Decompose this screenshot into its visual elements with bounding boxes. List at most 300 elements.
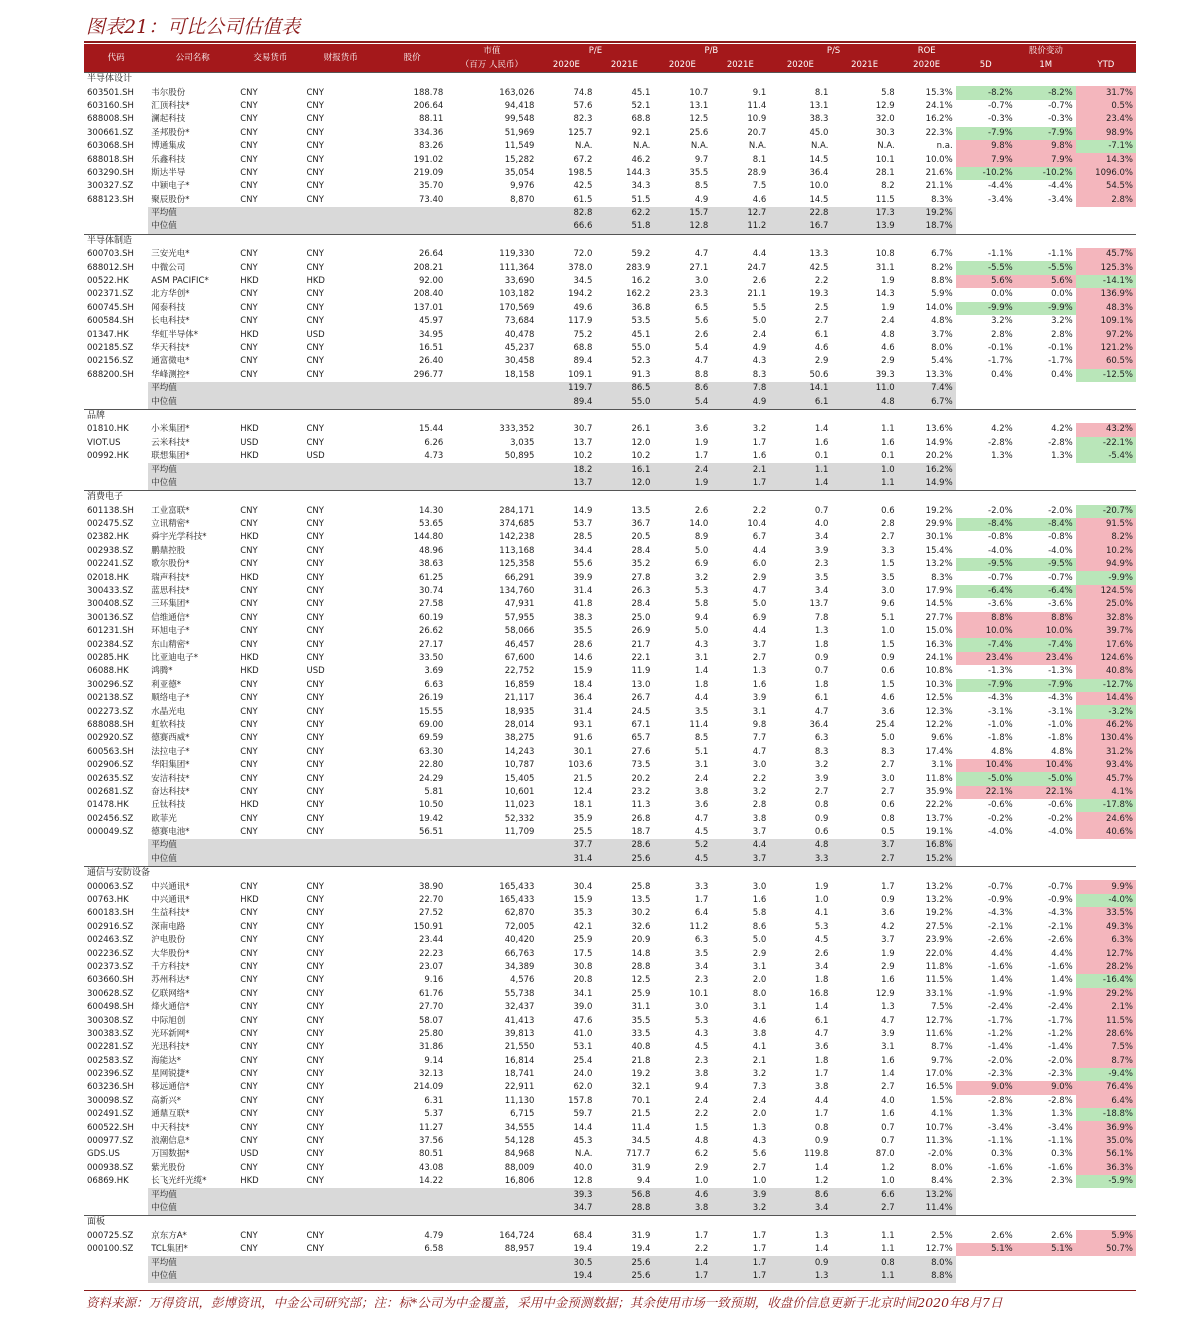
table-cell: -0.7% <box>1048 881 1073 892</box>
table-cell: CNY <box>240 127 258 138</box>
table-cell: CNY <box>306 961 324 972</box>
table-cell: 4.8 <box>881 329 895 340</box>
table-cell: 中颖电子* <box>151 181 190 192</box>
table-cell: USD <box>306 329 325 340</box>
table-cell: -5.9% <box>1076 1175 1136 1188</box>
table-cell: 1.7 <box>814 1069 829 1080</box>
table-cell: 10.7% <box>925 1122 953 1133</box>
table-cell: 4.5 <box>814 935 829 946</box>
table-row <box>84 1068 1136 1081</box>
table-cell: -12.7% <box>1076 679 1136 692</box>
table-cell: 3.8 <box>752 813 767 824</box>
table-cell: 32.0 <box>875 114 895 125</box>
summary-cell: 28.8 <box>595 1202 653 1216</box>
table-cell: CNY <box>240 1095 258 1106</box>
table-cell: CNY <box>240 1162 258 1173</box>
table-cell: CNY <box>240 988 258 999</box>
table-cell: 5.6% <box>956 275 1016 288</box>
table-row <box>84 369 1136 382</box>
table-cell: 2.3% <box>991 1176 1013 1187</box>
table-cell: 603068.SH <box>87 141 134 152</box>
table-cell: 21.6% <box>925 167 953 178</box>
table-cell: -5.4% <box>1076 450 1136 463</box>
table-cell: 99,548 <box>504 114 535 125</box>
group-title: 消费电子 <box>84 491 1136 505</box>
table-cell: 12.2% <box>925 719 953 730</box>
table-cell: 6.26 <box>424 437 444 448</box>
table-cell: 0.9 <box>814 813 829 824</box>
blank-cell <box>956 207 1016 220</box>
table-cell: 164,724 <box>499 1230 535 1241</box>
table-row <box>84 302 1136 315</box>
blank-cell <box>956 382 1016 395</box>
table-cell: 6.7 <box>752 532 767 543</box>
table-cell: 0.6 <box>881 666 895 677</box>
table-cell: 603660.SH <box>87 975 134 986</box>
table-cell: 奋达科技* <box>151 786 190 797</box>
table-cell: 0.5% <box>1076 100 1136 113</box>
table-cell: 39.9 <box>573 572 593 583</box>
table-row <box>84 100 1136 113</box>
table-cell: 4.8% <box>1051 746 1073 757</box>
table-row <box>84 934 1136 947</box>
table-cell: 16.5% <box>925 1082 953 1093</box>
table-cell: 3,035 <box>510 437 535 448</box>
table-cell: 8.4% <box>931 1176 953 1187</box>
table-cell: 26.3 <box>631 586 651 597</box>
median-label: 中位值 <box>148 1270 237 1283</box>
table-cell: 19.42 <box>418 813 444 824</box>
table-cell: 3.6 <box>694 800 709 811</box>
table-cell: 1.9 <box>694 437 709 448</box>
table-cell: CNY <box>306 746 324 757</box>
table-cell: 1.6 <box>752 451 767 462</box>
table-cell: 22.23 <box>418 948 444 959</box>
table-cell: CNY <box>306 519 324 530</box>
blank-cell <box>84 382 148 395</box>
table-cell: 33.5% <box>1076 907 1136 920</box>
summary-empty <box>378 477 446 491</box>
table-cell: 35.9% <box>925 786 953 797</box>
table-cell: 8.8% <box>956 612 1016 625</box>
table-cell: 0.7 <box>881 1122 895 1133</box>
table-cell: CNY <box>306 612 324 623</box>
summary-empty <box>378 853 446 867</box>
table-cell: 9,976 <box>510 181 535 192</box>
table-cell: 19.3 <box>809 289 829 300</box>
table-cell: 1.7 <box>752 437 767 448</box>
table-cell: 8.3 <box>752 369 767 380</box>
table-cell: 36.9% <box>1076 1121 1136 1134</box>
table-cell: -2.6% <box>1048 935 1073 946</box>
table-cell: CNY <box>306 1244 324 1255</box>
table-cell: 688123.SH <box>87 194 134 205</box>
table-cell: CNY <box>240 733 258 744</box>
table-cell: -5.5% <box>1016 261 1076 274</box>
summary-cell: 11.2 <box>711 220 769 234</box>
summary-cell: 4.4 <box>711 839 769 852</box>
table-cell: CNY <box>240 194 258 205</box>
table-cell: CNY <box>306 895 324 906</box>
table-cell: 117.9 <box>568 316 593 327</box>
table-cell: 8.0% <box>931 1162 953 1173</box>
summary-empty <box>378 395 446 409</box>
table-cell: 119,330 <box>499 249 535 260</box>
col-pe: P/E <box>537 44 653 58</box>
summary-empty <box>237 839 303 852</box>
table-cell: 中兴通讯* <box>151 881 190 892</box>
table-cell: N.A. <box>690 141 709 152</box>
table-cell: 14.5 <box>809 194 829 205</box>
table-cell: 环旭电子* <box>151 626 190 637</box>
table-cell: 华阳集团* <box>151 760 190 771</box>
table-cell: 22.3% <box>925 127 953 138</box>
table-cell: CNY <box>240 679 258 690</box>
summary-empty <box>446 207 537 220</box>
blank-cell <box>956 220 1016 234</box>
table-cell: 24.1% <box>925 100 953 111</box>
table-cell: 51,969 <box>504 127 535 138</box>
table-cell: 3.2 <box>752 786 767 797</box>
table-cell: -8.2% <box>956 86 1016 99</box>
col-price: 股价 <box>378 44 446 73</box>
table-cell: N.A. <box>748 141 767 152</box>
table-cell: -0.7% <box>1048 100 1073 111</box>
summary-cell: 5.4 <box>653 395 711 409</box>
table-cell: CNY <box>306 249 324 260</box>
table-cell: -8.2% <box>1016 86 1076 99</box>
table-cell: CNY <box>240 316 258 327</box>
table-cell: 1.8 <box>694 679 709 690</box>
table-cell: 5.1 <box>881 612 895 623</box>
summary-empty <box>237 207 303 220</box>
table-cell: 15.44 <box>418 424 444 435</box>
table-cell: CNY <box>240 505 258 516</box>
table-row <box>84 894 1136 907</box>
table-cell: USD <box>240 437 259 448</box>
col-price-change: 股价变动 <box>956 44 1136 58</box>
table-cell: 23.4% <box>1076 113 1136 126</box>
table-cell: 136.9% <box>1076 288 1136 301</box>
table-cell: 3.5 <box>694 706 709 717</box>
table-cell: 55.0 <box>631 343 651 353</box>
table-cell: 18.7 <box>631 827 651 838</box>
summary-cell: 4.6 <box>653 1188 711 1201</box>
summary-cell: 19.4 <box>537 1270 595 1283</box>
table-cell: CNY <box>306 1015 324 1026</box>
table-cell: 22.1 <box>631 652 651 663</box>
table-cell: 博通集成 <box>151 141 186 152</box>
table-cell: 00763.HK <box>87 895 129 906</box>
table-cell: CNY <box>306 316 324 327</box>
table-cell: 1.4% <box>1051 975 1073 986</box>
table-row <box>84 450 1136 463</box>
table-row <box>84 638 1136 651</box>
table-cell: 5.1% <box>1016 1243 1076 1256</box>
table-cell: CNY <box>306 532 324 543</box>
table-cell: 28.5 <box>573 532 593 543</box>
table-row <box>84 1108 1136 1121</box>
table-cell: CNY <box>306 881 324 892</box>
table-cell: 69.59 <box>418 733 444 744</box>
col-mcap: 市值 <box>446 44 537 58</box>
summary-empty <box>303 463 378 476</box>
table-cell: 信维通信* <box>151 612 190 623</box>
table-cell: 8.3 <box>881 746 895 757</box>
group-title: 半导体设计 <box>84 73 1136 87</box>
table-cell: 9.6 <box>881 599 895 610</box>
table-cell: 2.4 <box>694 773 709 784</box>
table-cell: 22.2% <box>925 800 953 811</box>
summary-cell: 1.7 <box>711 1256 769 1269</box>
table-cell: 21,550 <box>504 1042 535 1053</box>
table-cell: 121.2% <box>1076 342 1136 355</box>
table-cell: 39.3 <box>875 369 895 380</box>
table-cell: 8.7% <box>931 1042 953 1053</box>
table-cell: -2.4% <box>988 1002 1013 1013</box>
table-cell: 002273.SZ <box>87 706 134 717</box>
table-cell: 4.2% <box>991 424 1013 435</box>
table-cell: 2.0 <box>752 1109 767 1120</box>
table-cell: 22.80 <box>418 760 444 771</box>
table-cell: 109.1 <box>568 369 593 380</box>
table-cell: 17.9% <box>925 586 953 597</box>
table-cell: CNY <box>306 302 324 313</box>
table-cell: 23.9% <box>925 935 953 946</box>
table-cell: 18.4 <box>573 679 593 690</box>
table-cell: 0.6 <box>881 505 895 516</box>
table-cell: 150.91 <box>413 921 444 932</box>
table-cell: 12.7% <box>925 1244 953 1255</box>
table-cell: 51.5 <box>631 194 651 205</box>
blank-cell <box>1016 839 1076 852</box>
summary-empty <box>237 220 303 234</box>
average-label: 平均值 <box>148 382 237 395</box>
table-cell: 27.8 <box>631 572 651 583</box>
blank-cell <box>1076 1202 1136 1216</box>
table-cell: -9.4% <box>1076 1068 1136 1081</box>
group-header <box>84 234 1136 248</box>
table-cell: 2.6% <box>991 1230 1013 1241</box>
table-cell: 60.19 <box>418 612 444 623</box>
table-cell: 35,054 <box>504 167 535 178</box>
table-cell: 55.6 <box>573 559 593 570</box>
table-cell: CNY <box>240 1055 258 1066</box>
table-cell: 14.9% <box>925 437 953 448</box>
table-cell: 15.4% <box>925 545 953 556</box>
table-cell: 52,332 <box>504 813 535 824</box>
table-cell: 27.5% <box>925 921 953 932</box>
table-row <box>84 1041 1136 1054</box>
table-cell: 93.4% <box>1076 759 1136 772</box>
table-cell: 25.4 <box>573 1055 593 1066</box>
table-cell: 6.9 <box>694 559 709 570</box>
table-cell: 5.0 <box>752 935 767 946</box>
median-label: 中位值 <box>148 853 237 867</box>
summary-cell: 17.3 <box>831 207 897 220</box>
table-cell: 25.6 <box>689 127 709 138</box>
table-cell: 4.3 <box>752 1136 767 1147</box>
table-cell: 103.6 <box>568 760 593 771</box>
table-cell: HKD <box>240 424 259 435</box>
table-cell: 41,413 <box>504 1015 535 1026</box>
col-ps-2020: 2020E <box>769 58 831 73</box>
table-cell: 87.0 <box>875 1149 895 1160</box>
table-cell: 23.3 <box>689 289 709 300</box>
table-row <box>84 679 1136 692</box>
table-cell: 4.1% <box>1076 786 1136 799</box>
table-cell: N.A. <box>811 141 829 152</box>
table-cell: 8.6 <box>752 921 767 932</box>
table-cell: 52.1 <box>631 100 651 111</box>
table-cell: 6.4 <box>694 908 709 919</box>
table-row <box>84 1028 1136 1041</box>
table-cell: 35.0% <box>1076 1135 1136 1148</box>
table-cell: 9.4 <box>694 1082 709 1093</box>
table-cell: 4.79 <box>424 1230 444 1241</box>
table-cell: 46,457 <box>504 639 535 650</box>
table-cell: 31.7% <box>1076 86 1136 99</box>
table-row <box>84 625 1136 638</box>
table-cell: 10.8% <box>925 666 953 677</box>
table-cell: 2.2 <box>694 1109 709 1120</box>
valuation-table <box>84 44 1136 1283</box>
table-cell: 06088.HK <box>87 666 129 677</box>
table-cell: 3.9 <box>752 693 767 704</box>
summary-cell: 2.7 <box>831 853 897 867</box>
table-cell: 603501.SH <box>87 87 134 98</box>
table-cell: 38.90 <box>418 881 444 892</box>
table-cell: 1.3 <box>814 626 829 637</box>
table-cell: 27.52 <box>418 908 444 919</box>
summary-cell: 15.7 <box>653 207 711 220</box>
table-cell: 4.2 <box>881 921 895 932</box>
table-cell: 顺络电子* <box>151 693 190 704</box>
summary-empty <box>303 395 378 409</box>
table-cell: 25.80 <box>418 1028 444 1039</box>
table-cell: 16.2 <box>631 276 651 287</box>
table-cell: 1.0 <box>752 1176 767 1187</box>
table-cell: CNY <box>306 652 324 663</box>
table-cell: 8.9 <box>694 532 709 543</box>
table-cell: 丘钛科技 <box>151 800 186 811</box>
table-cell: 20.2 <box>631 773 651 784</box>
table-cell: CNY <box>306 1122 324 1133</box>
summary-cell: 13.2% <box>898 1188 956 1201</box>
table-cell: -4.3% <box>988 693 1013 704</box>
table-cell: 1.9 <box>814 881 829 892</box>
summary-empty <box>237 1188 303 1201</box>
table-cell: 53.65 <box>418 519 444 530</box>
group-header <box>84 867 1136 881</box>
table-cell: 1.9 <box>881 276 895 287</box>
table-cell: 7.5% <box>931 1002 953 1013</box>
col-trade-ccy: 交易货币 <box>237 44 303 73</box>
table-cell: 35.2 <box>631 559 651 570</box>
table-cell: 163,026 <box>499 87 535 98</box>
table-cell: GDS.US <box>87 1149 120 1160</box>
summary-cell: 22.8 <box>769 207 831 220</box>
table-cell: 32.6 <box>631 921 651 932</box>
table-cell: 198.5 <box>568 167 593 178</box>
table-cell: CNY <box>240 100 258 111</box>
table-cell: 0.1 <box>881 451 895 462</box>
table-cell: 鹏鼎控股 <box>151 545 186 556</box>
table-cell: 82.3 <box>573 114 593 125</box>
summary-cell: 1.3 <box>769 1270 831 1283</box>
summary-cell: 13.7 <box>537 477 595 491</box>
table-cell: 3.2 <box>814 760 829 771</box>
table-cell: 6.5 <box>694 302 709 313</box>
table-cell: 4.7 <box>814 706 829 717</box>
table-cell: CNY <box>306 167 324 178</box>
blank-cell <box>1016 1270 1076 1283</box>
table-cell: 1.1 <box>881 424 895 435</box>
table-cell: 圣邦股份* <box>151 127 190 138</box>
table-row <box>84 719 1136 732</box>
table-cell: 安洁科技* <box>151 773 190 784</box>
summary-cell: 31.4 <box>537 853 595 867</box>
summary-empty <box>378 220 446 234</box>
table-cell: 4.6 <box>752 194 767 205</box>
table-cell: 300628.SZ <box>87 988 134 999</box>
table-cell: 2.2 <box>694 1244 709 1255</box>
table-cell: 通鼎互联* <box>151 1109 190 1120</box>
table-cell: 8.8 <box>694 369 709 380</box>
table-cell: 34.5 <box>631 1136 651 1147</box>
table-cell: 38.3 <box>809 114 829 125</box>
table-cell: CNY <box>240 1015 258 1026</box>
table-cell: 小米集团* <box>151 424 190 435</box>
table-cell: 3.9 <box>814 773 829 784</box>
table-cell: 48.96 <box>418 545 444 556</box>
table-cell: 66,763 <box>504 948 535 959</box>
table-cell: 10.0 <box>809 181 829 192</box>
table-cell: CNY <box>306 505 324 516</box>
table-cell: 2.6 <box>694 505 709 516</box>
average-label: 平均值 <box>148 1256 237 1269</box>
table-cell: 6,715 <box>510 1109 535 1120</box>
table-cell: -3.4% <box>988 194 1013 205</box>
table-cell: 214.09 <box>413 1082 444 1093</box>
table-cell: 002681.SZ <box>87 786 134 797</box>
blank-cell <box>84 395 148 409</box>
table-cell: 34.1 <box>573 988 593 999</box>
summary-cell: 5.2 <box>653 839 711 852</box>
table-cell: 002384.SZ <box>87 639 134 650</box>
table-cell: -7.9% <box>956 127 1016 140</box>
average-row <box>84 1188 1136 1201</box>
table-cell: 36.8 <box>631 302 651 313</box>
table-cell: CNY <box>240 343 258 353</box>
table-cell: 11.27 <box>418 1122 444 1133</box>
table-cell: 603160.SH <box>87 100 134 111</box>
table-cell: CNY <box>240 302 258 313</box>
table-cell: 11,709 <box>504 827 535 838</box>
table-cell: -0.8% <box>988 532 1013 543</box>
table-cell: HKD <box>240 451 259 462</box>
table-cell: 长电科技* <box>151 316 190 327</box>
table-cell: VIOT.US <box>87 437 121 448</box>
table-row <box>84 746 1136 759</box>
table-cell: N.A. <box>574 141 593 152</box>
table-cell: 300661.SZ <box>87 127 134 138</box>
table-cell: -1.1% <box>1048 249 1073 260</box>
table-cell: 30.3 <box>875 127 895 138</box>
table-cell: 14.3 <box>875 289 895 300</box>
table-cell: -18.8% <box>1076 1108 1136 1121</box>
table-cell: CNY <box>240 961 258 972</box>
